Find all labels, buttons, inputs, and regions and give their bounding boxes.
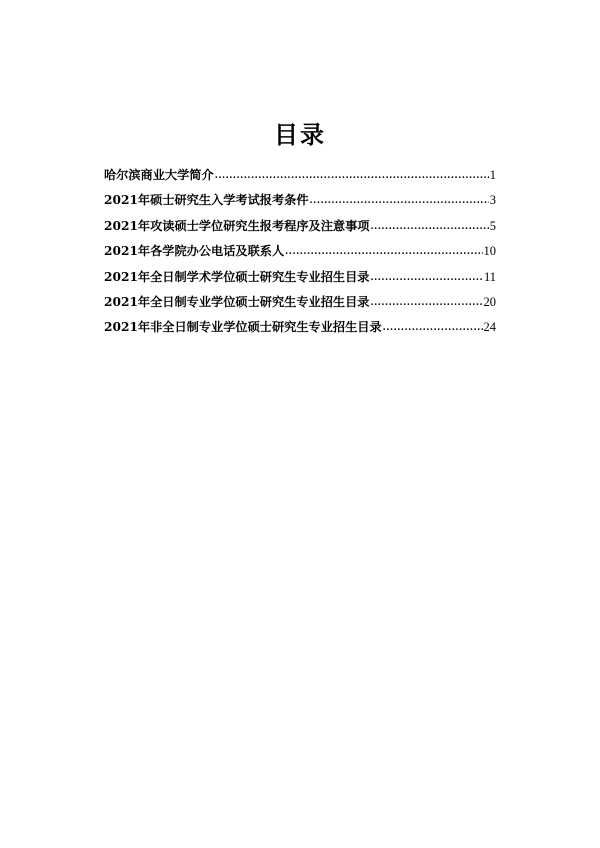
toc-leader-dots bbox=[383, 324, 483, 333]
toc-page-number: 20 bbox=[483, 294, 496, 309]
toc-page-number: 24 bbox=[483, 320, 496, 335]
toc-entry-text: 2021年各学院办公电话及联系人 bbox=[104, 244, 285, 259]
toc-page-number: 3 bbox=[489, 193, 496, 208]
toc-leader-dots bbox=[370, 274, 482, 283]
toc-entry-intro bbox=[104, 166, 496, 191]
toc-leader-dots bbox=[310, 197, 489, 206]
toc-entry-text: 2021年全日制专业学位硕士研究生专业招生目录 bbox=[104, 294, 370, 309]
toc-entry-contacts bbox=[104, 242, 496, 267]
page-title: 目录 bbox=[274, 120, 326, 149]
toc-entry-text: 哈尔滨商业大学简介 bbox=[104, 168, 214, 182]
toc-leader-dots bbox=[215, 172, 489, 181]
toc-entry-parttime-catalog bbox=[104, 318, 496, 343]
toc-page-number: 11 bbox=[483, 269, 496, 284]
toc-entry-text: 2021年硕士研究生入学考试报考条件 bbox=[104, 193, 309, 208]
toc-leader-dots bbox=[370, 299, 482, 308]
toc-page-number: 5 bbox=[489, 218, 496, 233]
toc-entry-procedure bbox=[104, 217, 496, 242]
toc-page-number: 10 bbox=[483, 244, 496, 259]
toc-entry-professional-catalog bbox=[104, 293, 496, 318]
toc-entry-text: 2021年攻读硕士学位研究生报考程序及注意事项 bbox=[104, 218, 370, 233]
toc-entry-conditions bbox=[104, 191, 496, 216]
toc-entry-text: 2021年全日制学术学位硕士研究生专业招生目录 bbox=[104, 269, 370, 284]
table-of-contents bbox=[104, 166, 496, 344]
toc-leader-dots bbox=[285, 248, 482, 257]
toc-leader-dots bbox=[370, 223, 488, 232]
toc-page-number: 1 bbox=[489, 168, 496, 182]
toc-entry-academic-catalog bbox=[104, 268, 496, 293]
toc-entry-text: 2021年非全日制专业学位硕士研究生专业招生目录 bbox=[104, 320, 382, 335]
